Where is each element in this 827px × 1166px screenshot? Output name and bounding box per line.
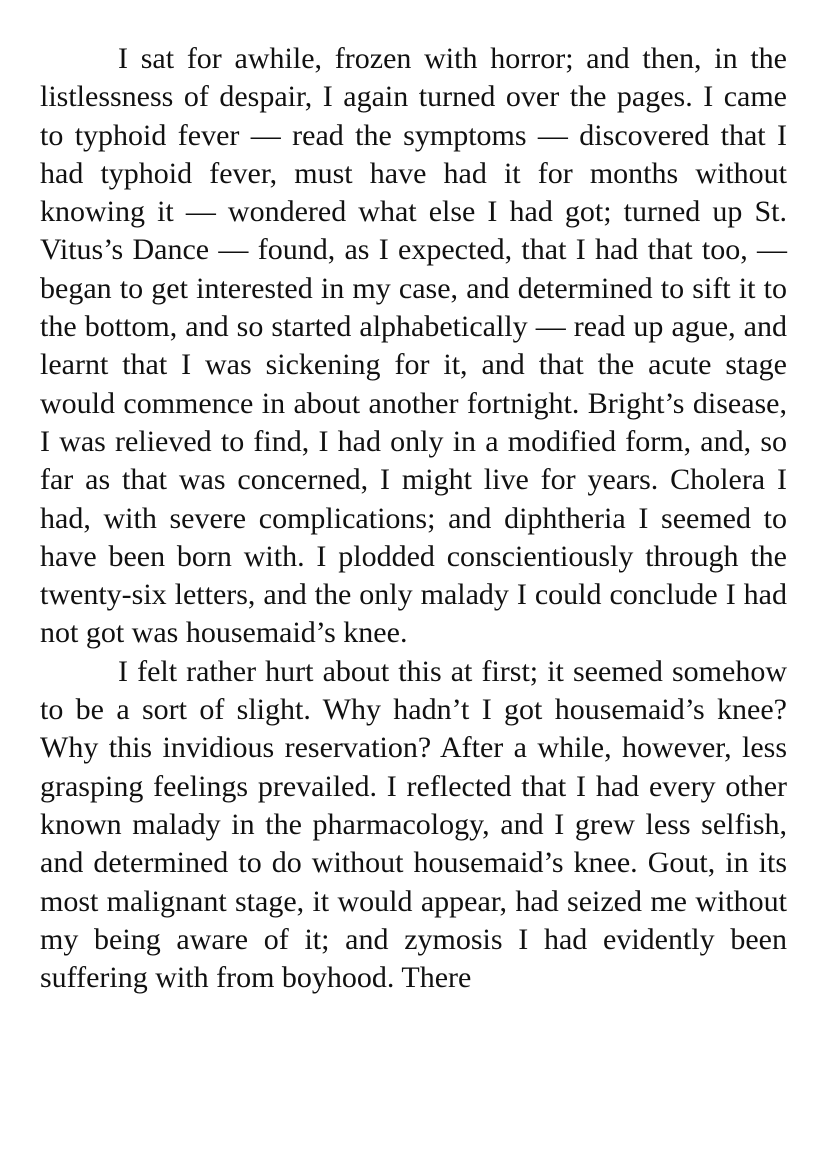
page-text [40,40,787,997]
paragraph-housemaids-knee: I felt rather hurt about this at first; it seemed somehow to be a sort of slight. Why hadn’t I got housemaid’s knee? Why this invidious reservation? After a while, however, less grasping feelings prevailed. I reflected that I had every other known malady in the pharmacology, and I grew less selfish, and determined to do without housemaid’s knee. Gout, in its most malignant stage, it would appear, had seized me without my being aware of it; and zymosis I had evidently been suffering with from boyhood. There [40,654,787,995]
paragraph-typhoid-fever: I sat for awhile, frozen with horror; and then, in the listlessness of despair, I again turned over the pages. I came to typhoid fever — read the symptoms — discovered that I had typhoid fever, must have had it for months without knowing it — wondered what else I had got; turned up St. Vitus’s Dance — found, as I expected, that I had that too, — began to get interested in my case, and determined to sift it to the bottom, and so started alphabetically — read up ague, and learnt that I was sickening for it, and that the acute stage would commence in about another fortnight. Bright’s disease, I was relieved to find, I had only in a modified form, and, so far as that was concerned, I might live for years. Cholera I had, with severe complications; and diphtheria I seemed to have been born with. I plodded conscientiously through the twenty-six letters, and the only malady I could conclude I had not got was housemaid’s knee. [40,42,787,650]
